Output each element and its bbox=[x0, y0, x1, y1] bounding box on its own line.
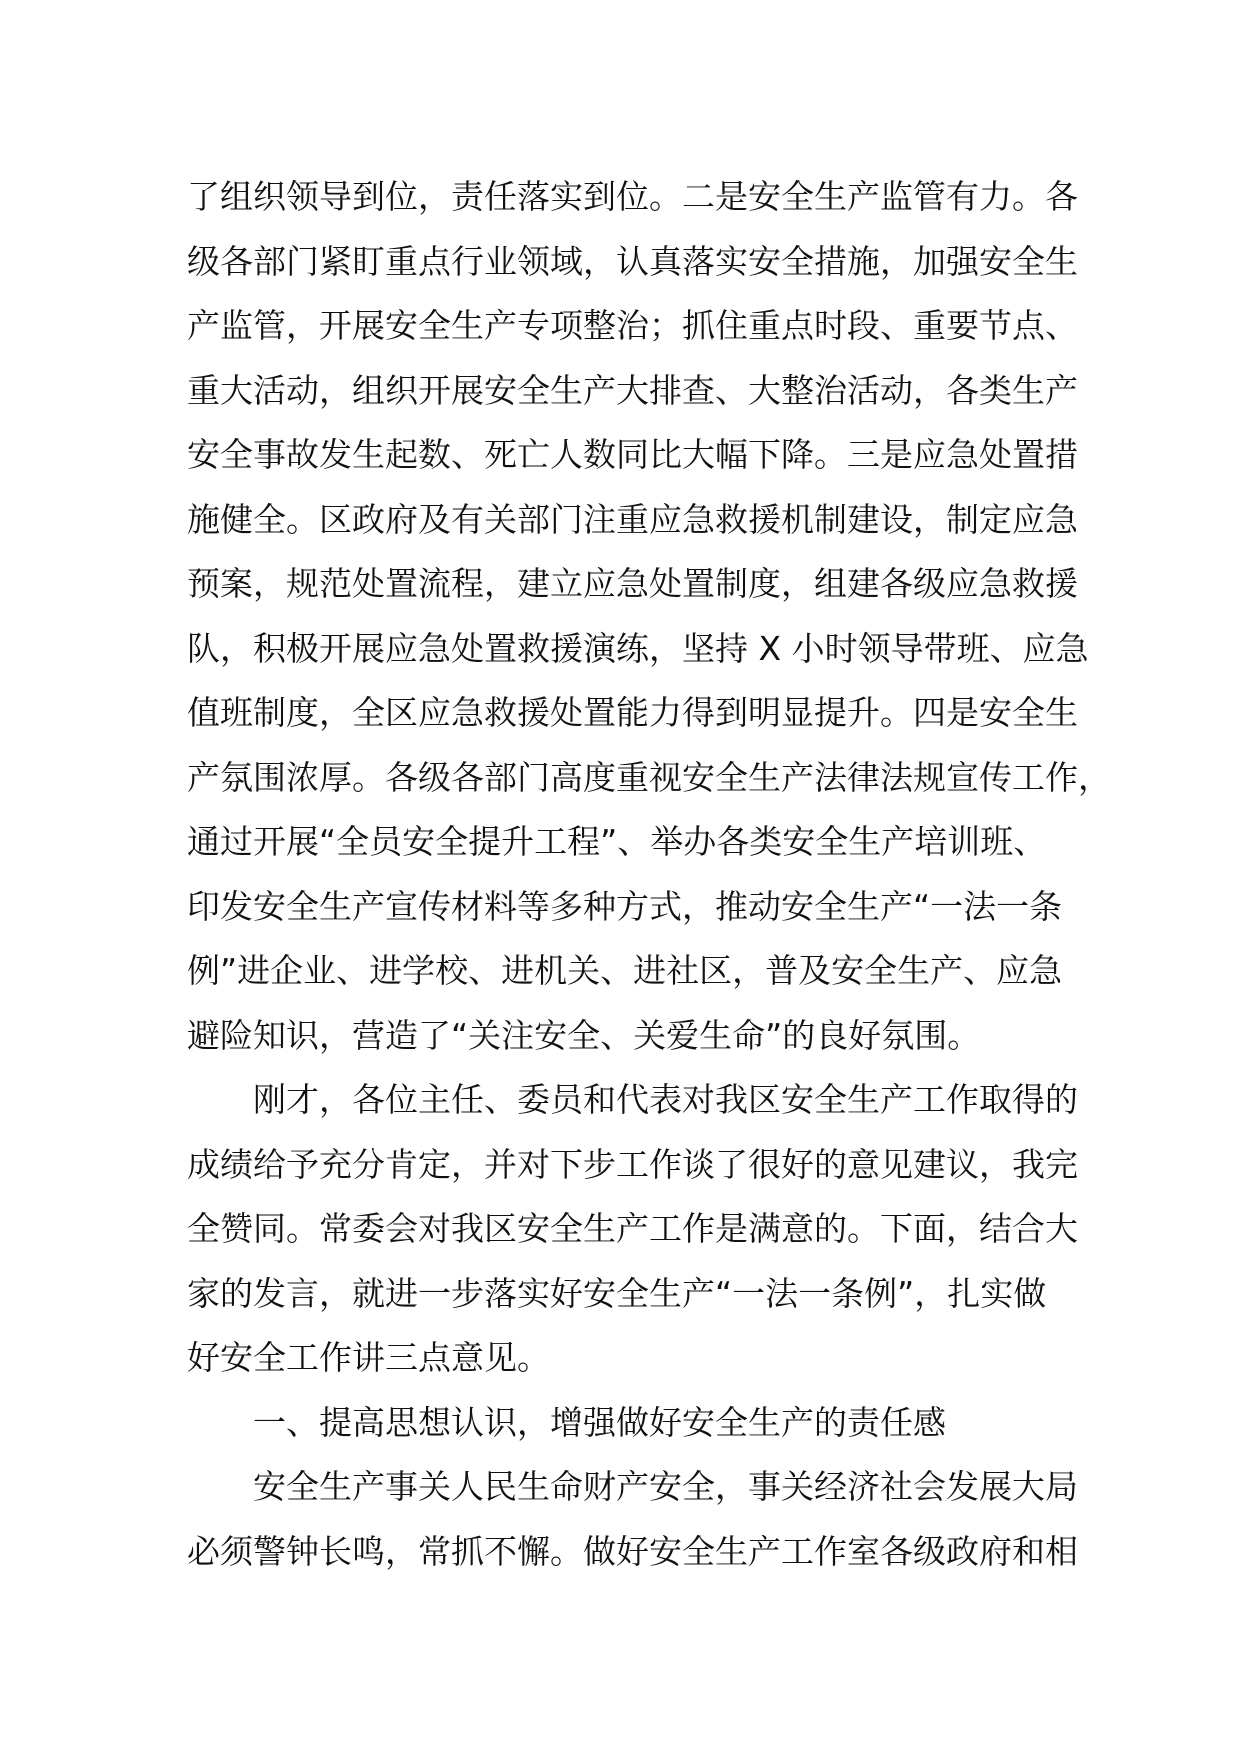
text-line: 队，积极开展应急处置救援演练，坚持 X 小时领导带班、应急 bbox=[187, 628, 1089, 668]
section-heading: 一、提高思想认识，增强做好安全生产的责任感 bbox=[253, 1402, 946, 1442]
text-line: 家的发言，就进一步落实好安全生产“一法一条例”，扎实做 bbox=[187, 1273, 1047, 1313]
text-line: 避险知识，营造了“关注安全、关爱生命”的良好氛围。 bbox=[187, 1015, 981, 1055]
text-line: 通过开展“全员安全提升工程”、举办各类安全生产培训班、 bbox=[187, 822, 1047, 861]
paragraph-start-line: 刚才，各位主任、委员和代表对我区安全生产工作取得的 bbox=[253, 1080, 1078, 1119]
text-line: 例”进企业、进学校、进机关、进社区，普及安全生产、应急 bbox=[187, 951, 1063, 990]
text-line: 重大活动，组织开展安全生产大排查、大整治活动，各类生产 bbox=[187, 370, 1078, 410]
text-line: 必须警钟长鸣，常抓不懈。做好安全生产工作室各级政府和相 bbox=[187, 1531, 1078, 1571]
text-line: 产氛围浓厚。各级各部门高度重视安全生产法律法规宣传工作， bbox=[187, 757, 1111, 797]
text-line: 产监管，开展安全生产专项整治；抓住重点时段、重要节点、 bbox=[187, 306, 1078, 345]
document-body bbox=[187, 165, 1111, 1584]
text-line: 施健全。区政府及有关部门注重应急救援机制建设，制定应急 bbox=[187, 499, 1078, 539]
text-line: 印发安全生产宣传材料等多种方式，推动安全生产“一法一条 bbox=[187, 886, 1063, 926]
text-line: 级各部门紧盯重点行业领域，认真落实安全措施，加强安全生 bbox=[187, 241, 1078, 281]
text-line: 安全事故发生起数、死亡人数同比大幅下降。三是应急处置措 bbox=[187, 435, 1078, 474]
text-line: 值班制度，全区应急救援处置能力得到明显提升。四是安全生 bbox=[187, 693, 1078, 732]
text-line: 了组织领导到位，责任落实到位。二是安全生产监管有力。各 bbox=[187, 177, 1078, 216]
text-line: 好安全工作讲三点意见。 bbox=[187, 1338, 550, 1377]
text-line: 成绩给予充分肯定，并对下步工作谈了很好的意见建议，我完 bbox=[187, 1144, 1078, 1184]
paragraph-start-line: 安全生产事关人民生命财产安全，事关经济社会发展大局 bbox=[253, 1467, 1078, 1506]
text-line: 全赞同。常委会对我区安全生产工作是满意的。下面，结合大 bbox=[187, 1209, 1078, 1248]
text-line: 预案，规范处置流程，建立应急处置制度，组建各级应急救援 bbox=[187, 564, 1078, 603]
